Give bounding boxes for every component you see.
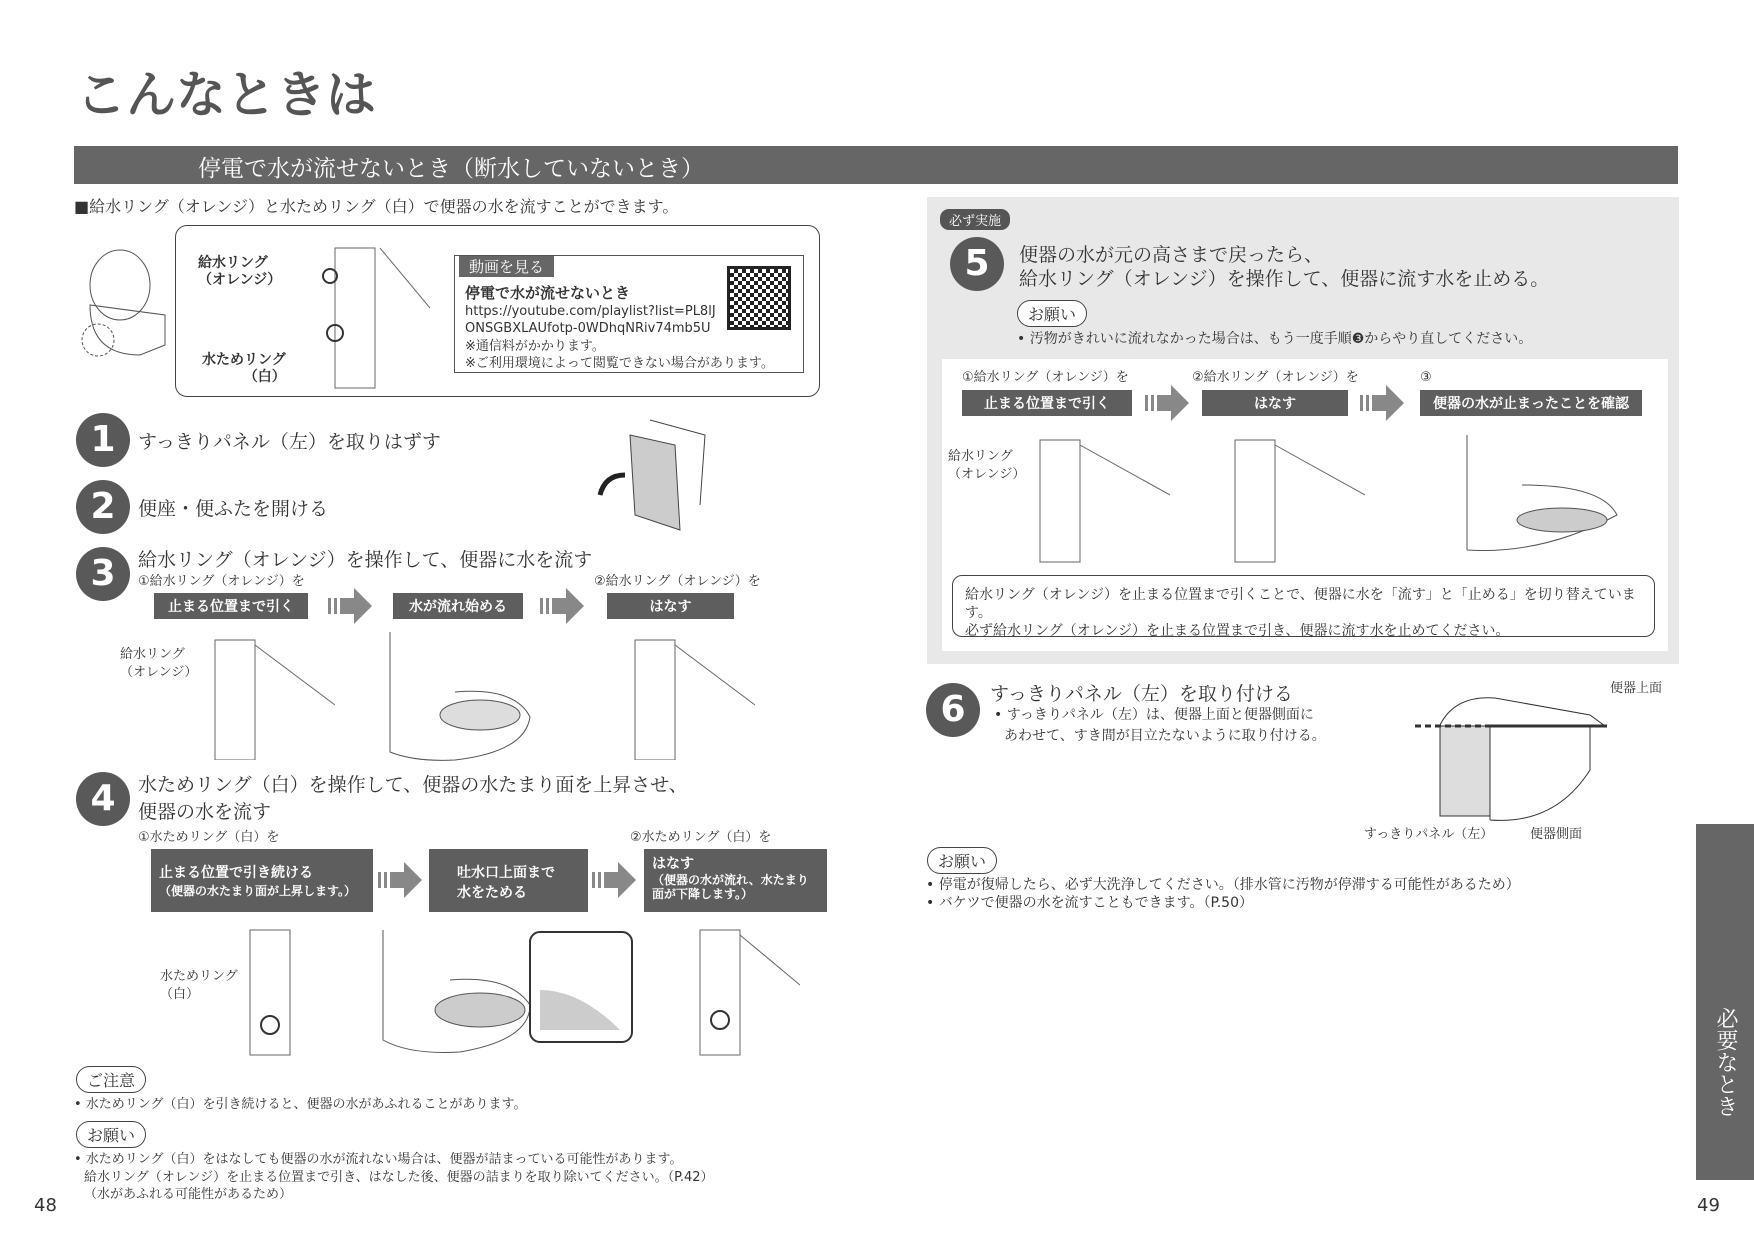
step-text: 便座・便ふたを開ける (138, 498, 329, 520)
action-text: 止まる位置で引き続ける (159, 865, 313, 881)
bowl-illustration (385, 632, 535, 762)
caption: ②給水リング（オレンジ）を (1192, 370, 1359, 385)
action-subtext: （便器の水たまり面が上昇します。） (159, 884, 357, 898)
video-note: ※ご利用環境によって閲覧できない場合があります。 (465, 356, 774, 371)
request-label: お願い (1017, 300, 1087, 327)
action-box (644, 849, 827, 912)
tank-illustration (1030, 435, 1170, 565)
step-text: すっきりパネル（左）を取りはずす (138, 431, 441, 453)
request-label: お願い (76, 1121, 146, 1148)
page-number: 49 (1697, 1195, 1720, 1216)
arrow-right-icon (592, 862, 636, 898)
tank-illustration (1225, 435, 1365, 565)
step-text: 便器の水を流す (138, 801, 272, 823)
video-box (454, 255, 804, 373)
note-text: 必ず給水リング（オレンジ）を止まる位置まで引き、便器に流す水を止めてください。 (965, 623, 1510, 639)
video-title: 停電で水が流せないとき (465, 284, 631, 302)
action-box: 止まる位置まで引く (154, 593, 308, 619)
action-box: はなす (607, 593, 734, 619)
action-box (151, 849, 373, 912)
caution-label: ご注意 (76, 1066, 146, 1093)
step-subtext: • すっきりパネル（左）は、便器上面と便器側面に (994, 707, 1314, 723)
step-number: 1 (76, 413, 130, 467)
tank-illustration (230, 925, 350, 1060)
action-box: 便器の水が止まったことを確認 (1420, 390, 1642, 416)
caption: ①給水リング（オレンジ）を (138, 574, 305, 589)
step-number: 3 (76, 547, 130, 601)
step-text: 給水リング（オレンジ）を操作して、便器に流す水を止める。 (1019, 268, 1550, 290)
request-text: 給水リング（オレンジ）を止まる位置まで引き、はなした後、便器の詰まりを取り除いてください。（P.42） (84, 1170, 714, 1185)
note-box (952, 575, 1655, 637)
step-text: 便器の水が元の高さまで戻ったら、 (1019, 244, 1324, 266)
supply-ring-label: 給水リング （オレンジ） (198, 255, 282, 288)
ring-label: 給水リング （オレンジ） (120, 647, 198, 680)
request-text: • 汚物がきれいに流れなかった場合は、もう一度手順❸からやり直してください。 (1017, 331, 1533, 347)
arrow-right-icon (328, 588, 372, 624)
caption: ②給水リング（オレンジ）を (594, 574, 761, 589)
panel-fitting-illustration (1415, 690, 1615, 830)
request-text: • 水ためリング（白）をはなしても便器の水が流れない場合は、便器が詰まっている可能性があります。 (74, 1152, 683, 1167)
action-text: 吐水口上面まで (457, 865, 555, 881)
arrow-right-icon (378, 862, 422, 898)
page-title: こんなときは (76, 66, 376, 124)
required-badge: 必ず実施 (940, 209, 1010, 230)
step-text: 給水リング（オレンジ）を操作して、便器に水を流す (138, 549, 593, 571)
step-text: 水ためリング（白）を操作して、便器の水たまり面を上昇させ、 (138, 774, 688, 796)
request-label: お願い (927, 847, 997, 874)
action-text: はなす (652, 856, 694, 872)
step-number: 5 (950, 237, 1004, 291)
video-note: ※通信料がかかります。 (465, 339, 605, 354)
tank-illustration (615, 635, 755, 760)
section-header: 停電で水が流せないとき（断水していないとき） (74, 146, 1678, 184)
caption: ①給水リング（オレンジ）を (962, 370, 1129, 385)
tank-illustration (680, 925, 800, 1060)
action-box: はなす (1202, 390, 1348, 416)
arrow-right-icon (540, 588, 584, 624)
bowl-illustration (1462, 435, 1622, 555)
toilet-illustration (80, 245, 170, 370)
caution-text: • 水ためリング（白）を引き続けると、便器の水があふれることがあります。 (74, 1097, 527, 1112)
note-text: 給水リング（オレンジ）を止まる位置まで引くことで、便器に水を「流す」と「止める」を切り替えています。 (965, 587, 1636, 621)
action-box (429, 849, 588, 912)
action-box: 止まる位置まで引く (962, 390, 1132, 416)
arrow-right-icon (1145, 385, 1189, 421)
panel-removal-illustration (595, 415, 715, 535)
bowl-illustration (380, 930, 635, 1060)
action-subtext: （便器の水が流れ、水たまり面が下降します。） (652, 873, 809, 901)
request-text: • バケツで便器の水を流すこともできます。（P.50） (926, 895, 1253, 911)
qr-code[interactable] (727, 266, 791, 330)
caption: ①水ためリング（白）を (138, 830, 280, 845)
step-subtext: あわせて、すき間が目立たないように取り付ける。 (1004, 728, 1326, 744)
label-panel: すっきりパネル（左） (1364, 827, 1494, 842)
caption: ③ (1420, 370, 1432, 385)
request-text: • 停電が復帰したら、必ず大洗浄してください。（排水管に汚物が停滞する可能性があるため） (926, 877, 1520, 893)
video-tag: 動画を見る (459, 256, 554, 277)
step-number: 4 (76, 772, 130, 826)
side-tab[interactable]: 必要なとき (1696, 824, 1754, 1180)
caption: ②水ためリング（白）を (630, 830, 772, 845)
step-number: 2 (76, 480, 130, 534)
intro-text: ■給水リング（オレンジ）と水ためリング（白）で便器の水を流すことができます。 (74, 197, 679, 216)
video-url[interactable]: https://youtube.com/playlist?list=PL8lJ (465, 304, 716, 319)
arrow-right-icon (1360, 385, 1404, 421)
page-number: 48 (34, 1195, 57, 1216)
tank-illustration (195, 635, 335, 760)
step-text: すっきりパネル（左）を取り付ける (990, 683, 1293, 705)
ring-label: 給水リング （オレンジ） (948, 449, 1026, 482)
ring-label: 水ためリング （白） (160, 969, 238, 1002)
tank-mechanism-illustration (300, 238, 430, 390)
action-box: 水が流れ始める (393, 593, 523, 619)
tank-ring-label: 水ためリング （白） (202, 352, 286, 385)
step-number: 6 (926, 683, 980, 737)
action-text: 水をためる (457, 885, 527, 901)
label-side: 便器側面 (1530, 827, 1583, 842)
request-text: （水があふれる可能性があるため） (84, 1187, 293, 1202)
video-url-cont[interactable]: ONSGBXLAUfotp-0WDhqNRiv74mb5U (465, 321, 711, 336)
label-top: 便器上面 (1610, 681, 1663, 696)
